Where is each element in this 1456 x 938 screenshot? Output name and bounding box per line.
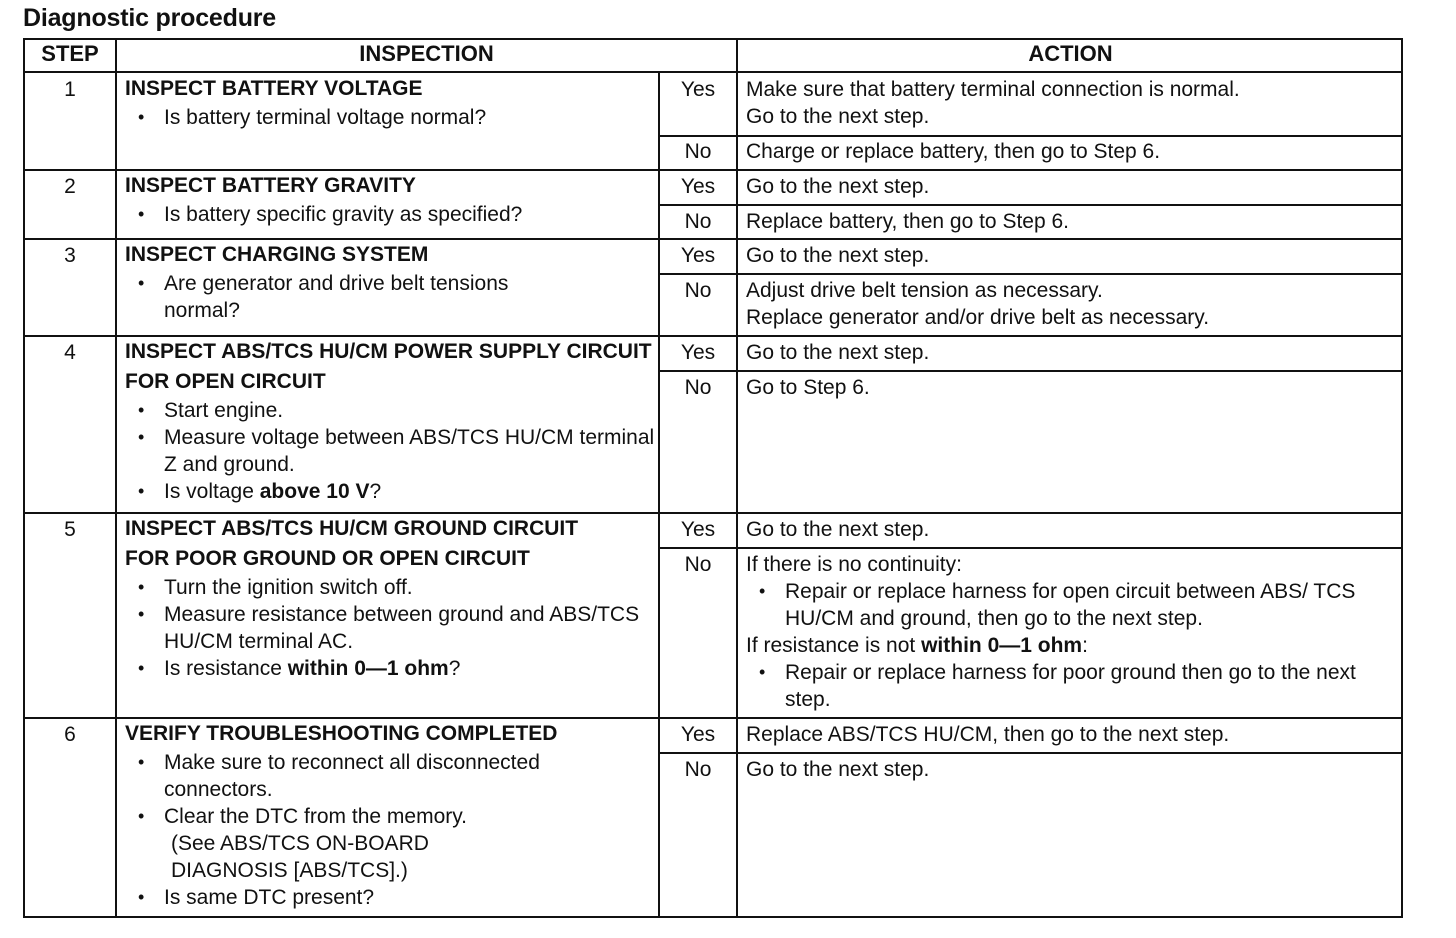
yes-action <box>746 242 1396 269</box>
header-step: STEP <box>41 41 99 66</box>
yes-label: Yes <box>680 518 716 541</box>
inspection-bullet: • Is same DTC present? <box>125 884 655 911</box>
inspection-bullet: • Are generator and drive belt tensions normal? <box>125 270 584 324</box>
step-inspection <box>125 719 655 911</box>
no-label: No <box>684 376 712 399</box>
action-line: Go to the next step. <box>746 175 930 198</box>
header-inspection: INSPECTION <box>359 41 494 66</box>
inspection-note: (See ABS/TCS ON-BOARD DIAGNOSIS [ABS/TCS].) <box>171 832 429 882</box>
inspection-bullet: • Is resistance within 0—1 ohm? <box>125 655 655 682</box>
yes-action <box>746 76 1396 130</box>
action-bullet: • Repair or replace harness for open circuit between ABS/ TCS HU/CM and ground, then go to the next step. <box>746 578 1395 632</box>
no-action <box>746 138 1396 165</box>
yes-no-divider <box>658 273 1403 275</box>
inspection-bullet: • Is battery terminal voltage normal? <box>125 104 655 131</box>
action-bullet: • Repair or replace harness for poor ground then go to the next step. <box>746 659 1395 713</box>
action-line: Go to the next step. <box>746 341 930 364</box>
yes-label: Yes <box>680 341 716 364</box>
no-label: No <box>684 553 712 576</box>
action-line: Replace generator and/or drive belt as necessary. <box>746 306 1210 329</box>
step-inspection <box>125 171 655 228</box>
step-number: 6 <box>64 723 76 746</box>
step-inspection <box>125 240 655 324</box>
yes-action <box>746 173 1396 200</box>
no-action <box>746 551 1396 713</box>
action-line: If there is no continuity: <box>746 553 962 576</box>
inspection-bullet: • Start engine. <box>125 397 655 424</box>
step-title: INSPECT BATTERY VOLTAGE <box>125 77 423 100</box>
no-label: No <box>684 279 712 302</box>
step-inspection <box>125 514 655 682</box>
step-inspection <box>125 74 655 131</box>
no-action <box>746 374 1396 401</box>
action-line: Go to the next step. <box>746 758 930 781</box>
header-divider <box>23 71 1403 73</box>
yes-no-divider <box>658 370 1403 372</box>
inspection-bullet: • Measure resistance between ground and ABS/TCS HU/CM terminal AC. <box>125 601 654 655</box>
action-line: If resistance is not within 0—1 ohm: <box>746 634 1088 657</box>
action-line: Go to the next step. <box>746 244 930 267</box>
yes-label: Yes <box>680 723 716 746</box>
inspection-bullet: • Make sure to reconnect all disconnected connectors. <box>125 749 634 803</box>
inspection-bullet: • Turn the ignition switch off. <box>125 574 655 601</box>
step-title: INSPECT ABS/TCS HU/CM POWER SUPPLY CIRCUIT FOR OPEN CIRCUIT <box>125 340 652 393</box>
action-line: Go to the next step. <box>746 518 930 541</box>
action-line: Adjust drive belt tension as necessary. <box>746 279 1103 302</box>
yes-label: Yes <box>680 78 716 101</box>
no-action <box>746 208 1396 235</box>
step-title: VERIFY TROUBLESHOOTING COMPLETED <box>125 722 558 745</box>
inspection-bullet: • Measure voltage between ABS/TCS HU/CM terminal Z and ground. <box>125 424 664 478</box>
inspection-bullet: • Clear the DTC from the memory. (See ABS/TCS ON-BOARD DIAGNOSIS [ABS/TCS].) <box>125 803 655 884</box>
step-number: 4 <box>64 341 76 364</box>
inspection-bullet: • Is battery specific gravity as specified? <box>125 201 655 228</box>
yes-no-divider <box>658 547 1403 549</box>
yes-action <box>746 339 1396 366</box>
no-label: No <box>684 140 712 163</box>
yes-no-divider <box>658 135 1403 137</box>
page-title: Diagnostic procedure <box>23 4 276 32</box>
action-line: Make sure that battery terminal connection is normal. <box>746 78 1240 101</box>
step-title: INSPECT BATTERY GRAVITY <box>125 174 416 197</box>
no-action <box>746 277 1396 331</box>
yes-no-divider <box>658 204 1403 206</box>
step-number: 3 <box>64 244 76 267</box>
action-line: Replace battery, then go to Step 6. <box>746 210 1069 233</box>
step-number: 5 <box>64 518 76 541</box>
action-line: Go to Step 6. <box>746 376 870 399</box>
step-title: INSPECT CHARGING SYSTEM <box>125 243 429 266</box>
yes-label: Yes <box>680 244 716 267</box>
inspection-bullet: • Is voltage above 10 V? <box>125 478 655 505</box>
step-number: 2 <box>64 175 76 198</box>
no-action <box>746 756 1396 783</box>
step-inspection <box>125 337 655 505</box>
yes-action <box>746 721 1396 748</box>
action-line: Go to the next step. <box>746 105 930 128</box>
step-number: 1 <box>64 78 76 101</box>
yes-action <box>746 516 1396 543</box>
no-label: No <box>684 758 712 781</box>
action-line: Replace ABS/TCS HU/CM, then go to the next step. <box>746 723 1230 746</box>
header-action: ACTION <box>1028 41 1113 66</box>
action-line: Charge or replace battery, then go to Step 6. <box>746 140 1161 163</box>
step-title: INSPECT ABS/TCS HU/CM GROUND CIRCUIT FOR POOR GROUND OR OPEN CIRCUIT <box>125 517 579 570</box>
yes-label: Yes <box>680 175 716 198</box>
no-label: No <box>684 210 712 233</box>
yes-no-divider <box>658 752 1403 754</box>
